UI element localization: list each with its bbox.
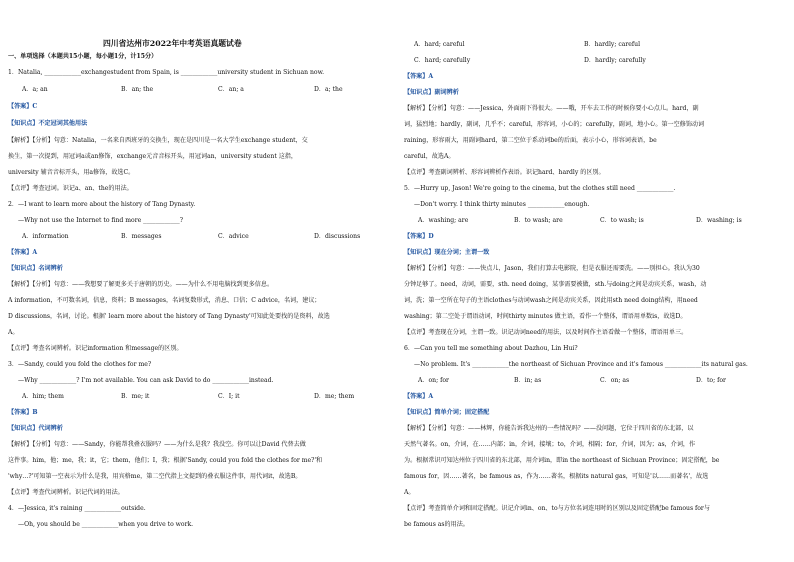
q3-option-a: A．him; them xyxy=(22,393,64,400)
q6-explanation-line: famous for，因……著名，be famous as，作为……著名，根据its natural gas，可知是'以……而著名'，故选 xyxy=(404,473,709,480)
q3-stem-line1: 3．—Sandy, could you fold the clothes for me? xyxy=(8,361,152,368)
q5-explanation-line: washing；第二空处于谓语动词，时间thirty minutes 做主语，看作一个整体，谓语用单数is，故选D。 xyxy=(404,313,687,320)
q2-explanation-line: 【解析】【分析】句意：——我想要了解更多关于唐朝的历史。——为什么不用电脑找到更多信息。 xyxy=(8,281,274,288)
q2-explanation-line: A。 xyxy=(8,329,19,336)
q1-explanation-line: university 辅音音标开头，用a修饰，故选C。 xyxy=(8,169,135,176)
q3-answer: 【答案】B xyxy=(8,409,38,416)
q2-option-c: C．advice xyxy=(218,233,249,240)
q6-option-a: A．on; for xyxy=(418,377,449,384)
q3-option-c: C．I; it xyxy=(218,393,240,400)
q1-explanation-line: 【解析】【分析】句意：Natalia，一名来自西班牙的交换生，现在是四川是一名大学生exchange student，交 xyxy=(8,137,308,144)
q3-explanation-line: 【解析】【分析】句意：——Sandy，你能帮我叠衣服吗？——为什么是我？我没空。你可以让David 代替去做 xyxy=(8,441,306,448)
q6-stem-line2: —No problem. It's ____________the northeast of Sichuan Province and it's famous ____________its natural gas. xyxy=(414,361,748,368)
q1-option-d: D．a; the xyxy=(314,86,343,93)
q5-explanation-line: 词，洗；第一空所在句子的主语clothes与动词wash之间是动宾关系，因此用sth need doing结构，用need xyxy=(404,297,698,304)
q6-comment: be famous as的用法。 xyxy=(404,521,469,528)
right-column xyxy=(404,0,784,562)
q4-option-b: B．hardly; careful xyxy=(584,41,641,48)
q2-stem-line2: —Why not use the Internet to find more ____________? xyxy=(18,217,183,224)
q6-explanation-line: 为。根据常识可知达州位于四川省的东北部，用介词in，即in the northeast of Sichuan Province；固定搭配，be xyxy=(404,457,720,464)
q3-knowledge-point: 【知识点】代词辨析 xyxy=(8,425,63,432)
q5-option-d: D．washing; is xyxy=(696,217,742,224)
q2-option-d: D．discussions xyxy=(314,233,361,240)
q5-knowledge-point: 【知识点】现在分词；主谓一致 xyxy=(404,249,490,256)
q1-option-a: A．a; an xyxy=(22,86,48,93)
q5-comment: 【点评】考查现在分词，主谓一致。识记动词need的用法，以及时间作主语看做一个整体，谓语用单三。 xyxy=(404,329,688,336)
q1-answer: 【答案】C xyxy=(8,103,38,110)
q4-option-c: C．hard; carefully xyxy=(414,57,471,64)
q3-comment: 【点评】考查代词辨析。识记代词的用法。 xyxy=(8,489,124,496)
q6-option-c: C．on; as xyxy=(600,377,630,384)
section-heading: 一、单项选择（本题共15小题，每小题1分，计15分） xyxy=(8,53,158,60)
q4-option-d: D．hardly; carefully xyxy=(584,57,646,64)
q2-stem-line1: 2．—I want to learn more about the history of Tang Dynasty. xyxy=(8,201,196,208)
q3-option-d: D．me; them xyxy=(314,393,355,400)
q1-stem: 1．Natalia, ____________exchangestudent from Spain, is ____________university student in Sichuan now. xyxy=(8,69,325,76)
q6-answer: 【答案】A xyxy=(404,393,434,400)
q3-stem-line2: —Why ____________? I'm not available. You can ask David to do ____________instead. xyxy=(18,377,274,384)
q1-option-b: B．an; the xyxy=(121,86,154,93)
q3-option-b: B．me; it xyxy=(121,393,150,400)
q6-option-b: B．in; as xyxy=(514,377,542,384)
q4-stem-line2: —Oh, you should be ____________when you drive to work. xyxy=(18,521,194,528)
q4-knowledge-point: 【知识点】副词辨析 xyxy=(404,89,459,96)
q2-option-a: A．information xyxy=(22,233,69,240)
q4-explanation-line: raining，形容雨大，用副词hard，第二空位于系动词be的后面，表示小心，形容词表语，be xyxy=(404,137,657,144)
q5-option-c: C．to wash; is xyxy=(600,217,644,224)
left-column xyxy=(8,0,388,562)
q4-explanation-line: 词，猛烈地；hardly，副词，几乎不；careful，形容词，小心的；carefully，副词，地小心。第一空修饰动词 xyxy=(404,121,705,128)
q3-explanation-line: 这件事。him，他；me，我；it，它；them，他们；I，我；根据'Sandy, could you fold the clothes for me?'和 xyxy=(8,457,323,464)
q6-option-d: D．to; for xyxy=(696,377,726,384)
q2-comment: 【点评】考查名词辨析。识记information 和message的区别。 xyxy=(8,345,183,352)
q5-option-b: B．to wash; are xyxy=(514,217,563,224)
q2-explanation-line: A information，不可数名词，信息，资料；B messages，名词复数形式，消息、口信；C advice，名词，建议； xyxy=(8,297,321,304)
q2-option-b: B．messages xyxy=(121,233,162,240)
q5-answer: 【答案】D xyxy=(404,233,434,240)
q4-option-a: A．hard; careful xyxy=(414,41,465,48)
q4-explanation-line: 【解析】【分析】句意：——Jessica，外面雨下得很大。——哦，开车去工作的时候你要小心点儿。hard，副 xyxy=(404,105,699,112)
q2-answer: 【答案】A xyxy=(8,249,38,256)
q5-option-a: A．washing; are xyxy=(418,217,469,224)
q4-stem-line1: 4．—Jessica, it's raining ____________outside. xyxy=(8,505,146,512)
q2-knowledge-point: 【知识点】名词辨析 xyxy=(8,265,63,272)
q6-knowledge-point: 【知识点】简单介词；固定搭配 xyxy=(404,409,490,416)
q6-stem-line1: 6．—Can you tell me something about Dazhou, Lin Hui? xyxy=(404,345,578,352)
q5-stem-line2: —Don't worry. I think thirty minutes ____________enough. xyxy=(414,201,590,208)
q5-stem-line1: 5．—Hurry up, Jason! We're going to the cinema, but the clothes still need ____________. xyxy=(404,185,676,192)
q1-explanation-line: 换生，第一次提到，用冠词a或an修饰，exchange元音音标开头，用冠词an，university student 这指， xyxy=(8,153,297,160)
q2-explanation-line: D discussions，名词，讨论。根据' learn more about the history of Tang Dynasty'可知此处要找的是资料，故选 xyxy=(8,313,330,320)
page-title: 四川省达州市2022年中考英语真题试卷 xyxy=(103,39,242,48)
q6-comment: 【点评】考查简单介词和固定搭配。识记介词in、on、to与方位名词连用时的区别以及固定搭配be famous for与 xyxy=(404,505,710,512)
q6-explanation-line: 天然气著名。on，介词，在……内部；in，介词，接壤；to，介词，相隔；for，介词，因为；as，介词，作 xyxy=(404,441,696,448)
q4-answer: 【答案】A xyxy=(404,73,434,80)
q4-comment: 【点评】考查副词辨析、形容词辨析作表语。识记hard、hardly 的区别。 xyxy=(404,169,605,176)
q1-comment: 【点评】考查冠词。识记a、an、the的用法。 xyxy=(8,185,133,192)
q5-explanation-line: 分钟足够了。need，动词，需要，sth. need doing，某事需要被做，sth.与doing之间是动宾关系，wash，动 xyxy=(404,281,707,288)
q3-explanation-line: 'why…?'可知第一空表示为什么是我，用宾格me，第二空代指上文提到的叠衣服这件事，用代词it，故选B。 xyxy=(8,473,302,480)
q1-option-c: C．an; a xyxy=(218,86,244,93)
q6-explanation-line: A。 xyxy=(404,489,415,496)
q5-explanation-line: 【解析】【分析】句意：——快点儿，Jason，我们打算去电影院，但是衣服还需要洗。——别担心。我认为30 xyxy=(404,265,700,272)
q4-explanation-line: careful，故选A。 xyxy=(404,153,455,160)
q6-explanation-line: 【解析】【分析】句意：——林辉，你能告诉我达州的一些情况吗？——没问题，它位于四川省的东北部，以 xyxy=(404,425,694,432)
q1-knowledge-point: 【知识点】不定冠词其他用法 xyxy=(8,120,88,127)
